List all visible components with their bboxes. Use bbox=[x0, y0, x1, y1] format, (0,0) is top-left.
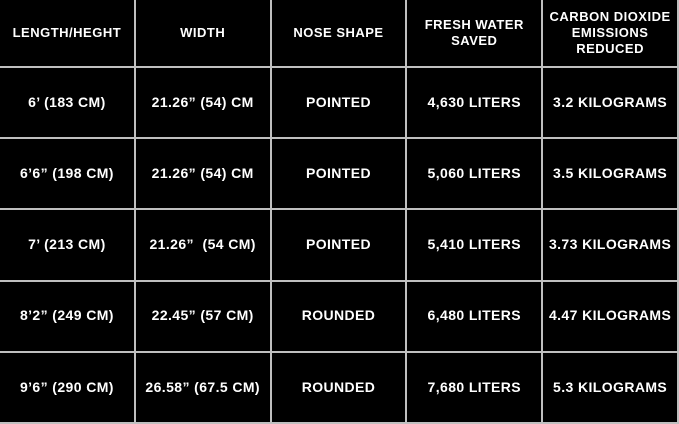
table-cell-length: 6’ (183 CM) bbox=[0, 68, 134, 137]
table-cell-nose-shape: ROUNDED bbox=[272, 282, 406, 351]
table-cell-co2-reduced: 3.5 KILOGRAMS bbox=[543, 139, 677, 208]
table-cell-width: 26.58” (67.5 CM) bbox=[136, 353, 270, 422]
table-cell-co2-reduced: 4.47 KILOGRAMS bbox=[543, 282, 677, 351]
table-cell-nose-shape: ROUNDED bbox=[272, 353, 406, 422]
table-cell-co2-reduced: 3.73 KILOGRAMS bbox=[543, 210, 677, 279]
header-cell-length-height: LENGTH/HEGHT bbox=[0, 0, 134, 66]
table-cell-water-saved: 5,410 LITERS bbox=[407, 210, 541, 279]
header-cell-nose-shape: NOSE SHAPE bbox=[272, 0, 406, 66]
table-cell-water-saved: 5,060 LITERS bbox=[407, 139, 541, 208]
table-cell-nose-shape: POINTED bbox=[272, 210, 406, 279]
header-cell-width: WIDTH bbox=[136, 0, 270, 66]
header-cell-co2-emissions-reduced: CARBON DIOXIDE EMISSIONS REDUCED bbox=[543, 0, 677, 66]
table-cell-water-saved: 4,630 LITERS bbox=[407, 68, 541, 137]
table-cell-water-saved: 6,480 LITERS bbox=[407, 282, 541, 351]
table-cell-length: 6’6” (198 CM) bbox=[0, 139, 134, 208]
table-cell-width: 21.26” (54) CM bbox=[136, 139, 270, 208]
table-cell-length: 9’6” (290 CM) bbox=[0, 353, 134, 422]
table-cell-width: 22.45” (57 CM) bbox=[136, 282, 270, 351]
header-cell-fresh-water-saved: FRESH WATER SAVED bbox=[407, 0, 541, 66]
table-cell-length: 7’ (213 CM) bbox=[0, 210, 134, 279]
table-cell-width: 21.26” (54) CM bbox=[136, 68, 270, 137]
table-cell-nose-shape: POINTED bbox=[272, 139, 406, 208]
table-cell-nose-shape: POINTED bbox=[272, 68, 406, 137]
table-cell-width: 21.26” (54 CM) bbox=[136, 210, 270, 279]
table-cell-co2-reduced: 3.2 KILOGRAMS bbox=[543, 68, 677, 137]
table-cell-co2-reduced: 5.3 KILOGRAMS bbox=[543, 353, 677, 422]
table-cell-water-saved: 7,680 LITERS bbox=[407, 353, 541, 422]
table-cell-length: 8’2” (249 CM) bbox=[0, 282, 134, 351]
